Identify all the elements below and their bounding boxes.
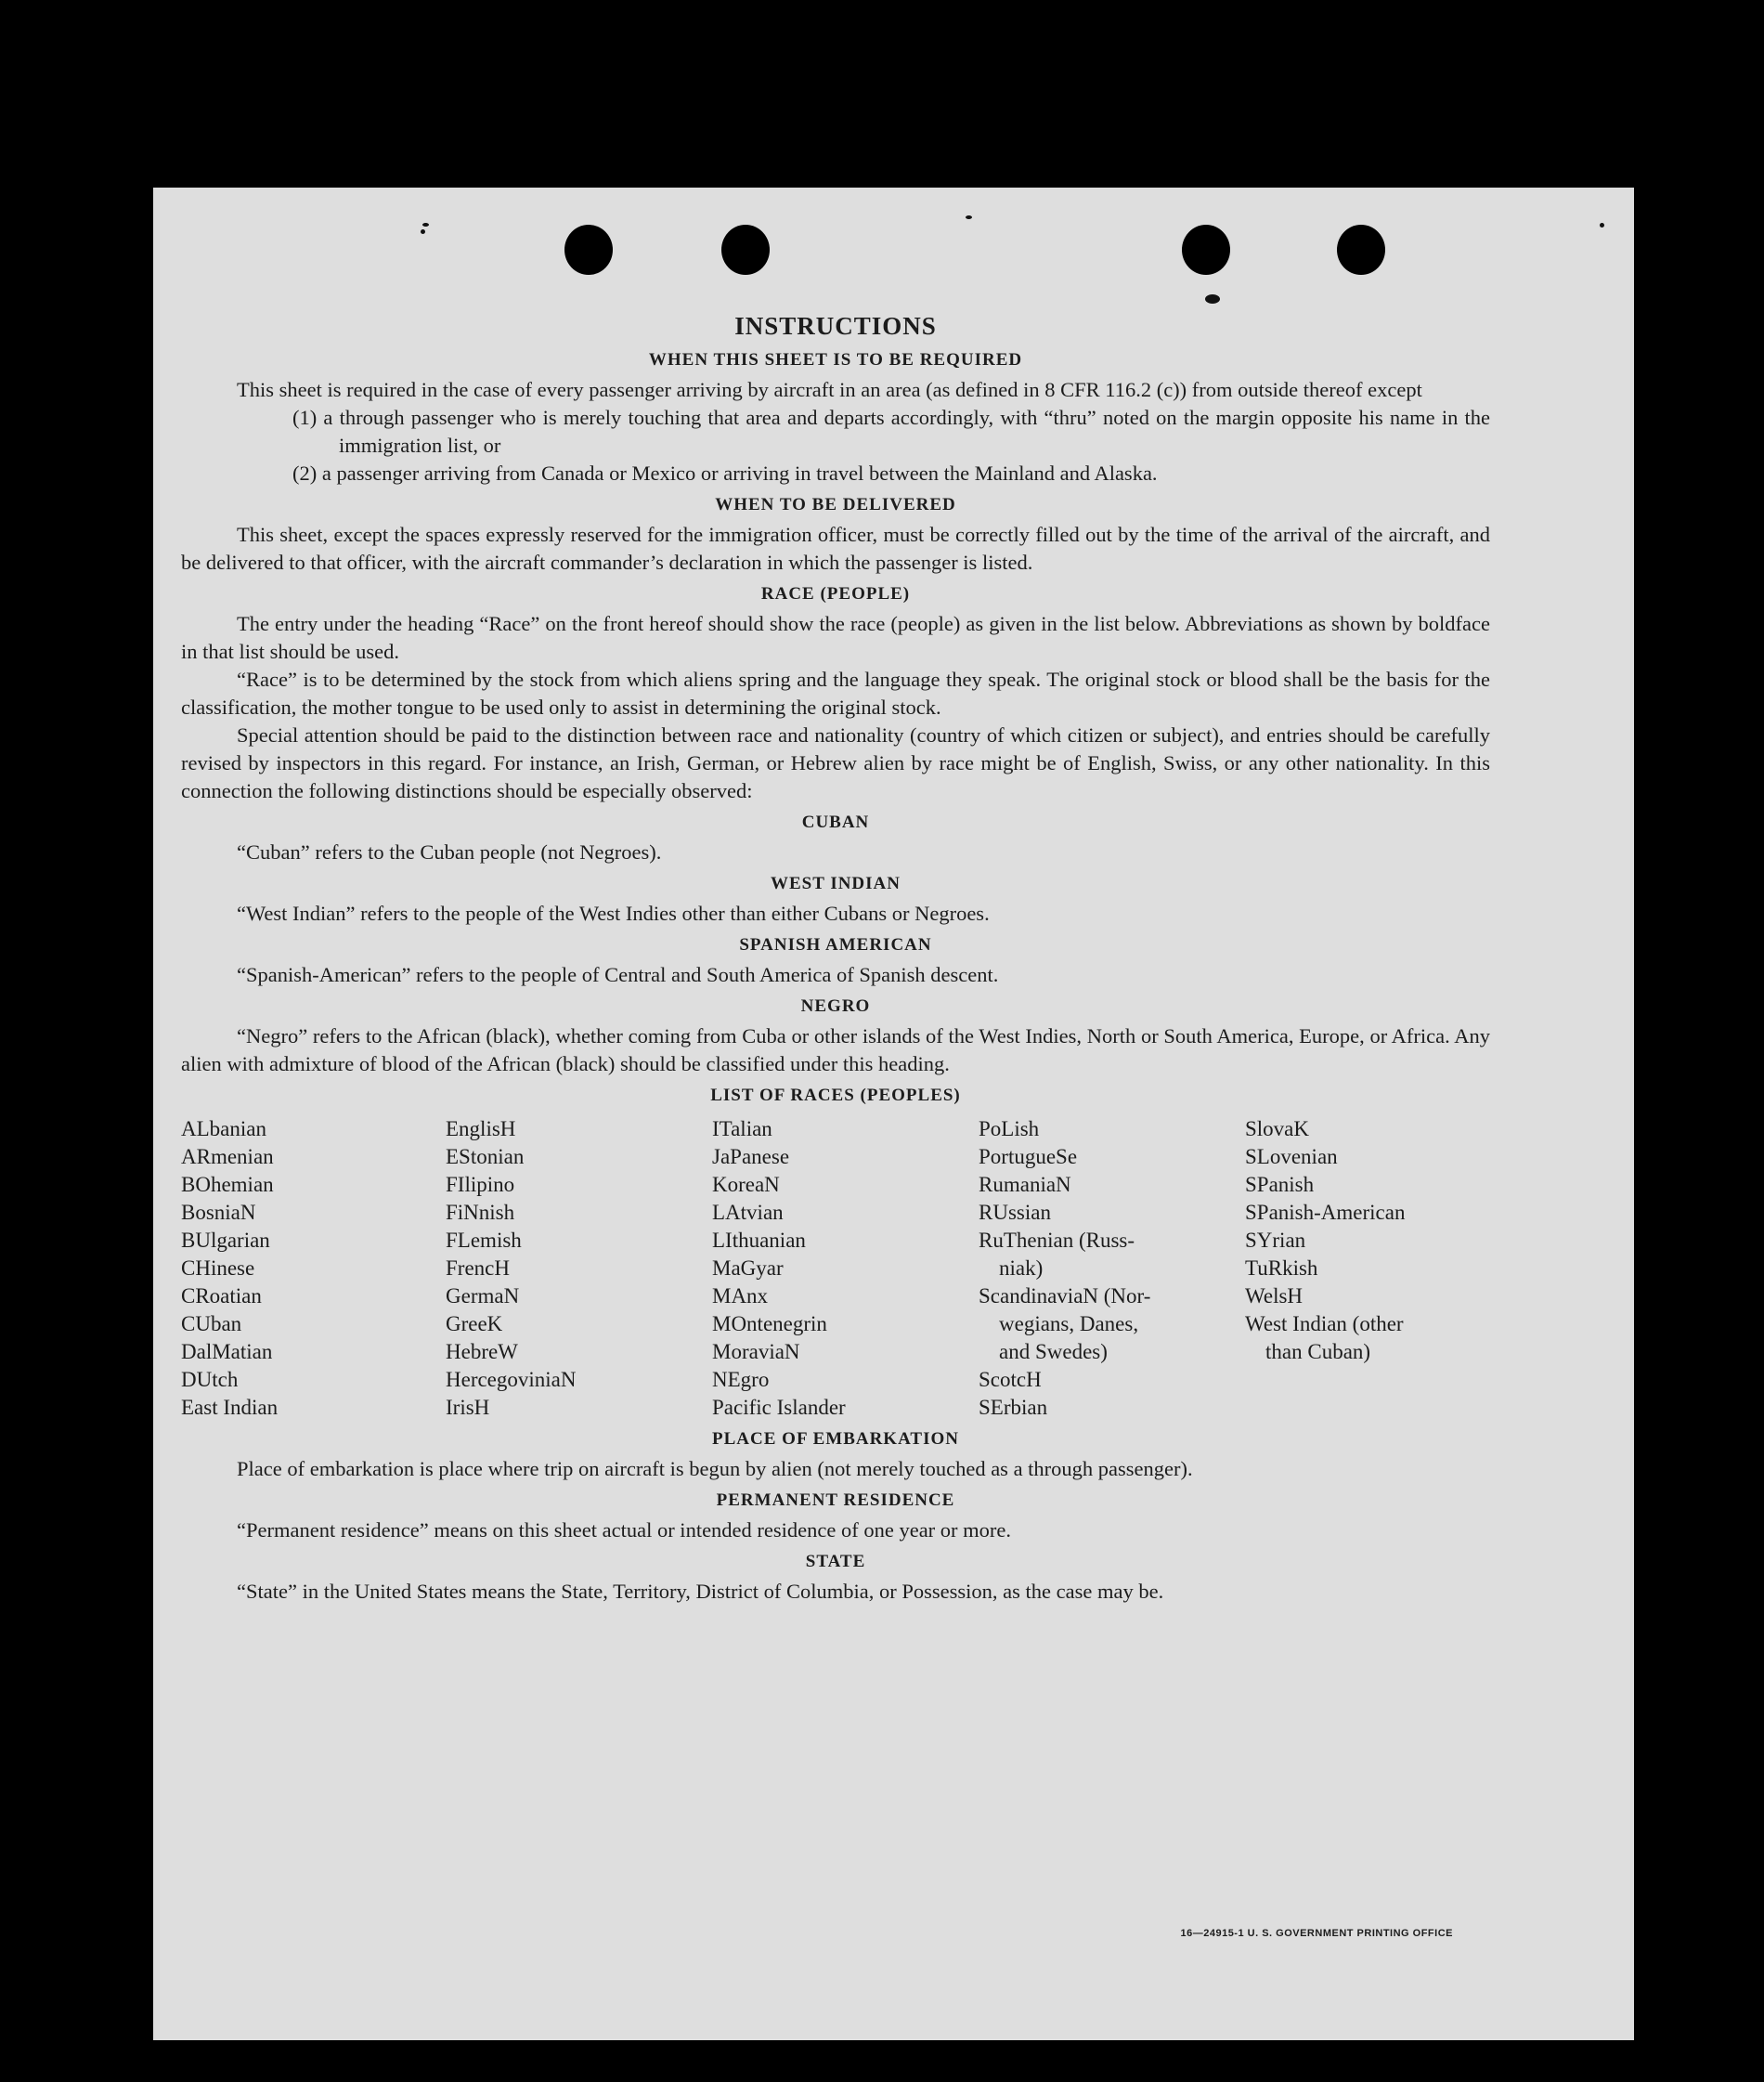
- heading-cuban: CUBAN: [801, 813, 870, 832]
- instruction-sheet: [153, 188, 1634, 2040]
- race-item: EStonian: [446, 1145, 525, 1168]
- race-item: SlovaK: [1245, 1117, 1309, 1140]
- race-item: ScandinaviaN (Nor-: [979, 1284, 1151, 1308]
- race-item: ALbanian: [181, 1117, 266, 1140]
- heading-place-of-embarkation: PLACE OF EMBARKATION: [712, 1429, 959, 1449]
- race-item: TuRkish: [1245, 1256, 1318, 1280]
- race-item: LAtvian: [712, 1201, 784, 1224]
- race-item: FIlipino: [446, 1173, 515, 1196]
- race-item: NEgro: [712, 1368, 770, 1391]
- race-item: JaPanese: [712, 1145, 790, 1168]
- race-paragraph-2: “Race” is to be determined by the stock from which aliens spring and the language they speak. The original stock or blood shall be the basis for the classification, the mother tongue to be used only to assist in determining the original stock.: [181, 668, 1490, 719]
- when-delivered-text: This sheet, except the spaces expressly reserved for the immigration officer, must be correctly filled out by the time of the arrival of the aircraft, and be delivered to that officer, with the aircraft commander’s declaration in which the passenger is listed.: [181, 523, 1490, 574]
- races-list: [181, 1115, 1490, 1422]
- printing-office-imprint: 16—24915-1 U. S. GOVERNMENT PRINTING OFFICE: [1180, 1928, 1453, 1939]
- permanent-residence-text: “Permanent residence” means on this sheet actual or intended residence of one year or more.: [237, 1518, 1012, 1542]
- negro-text: “Negro” refers to the African (black), whether coming from Cuba or other islands of the West Indies, North or South America, Europe, or Africa. Any alien with admixture of blood of the African (black) should be classified under this heading.: [181, 1024, 1490, 1075]
- races-column-5: [1245, 1115, 1486, 1422]
- state-text: “State” in the United States means the State, Territory, District of Columbia, or Possession, as the case may be.: [237, 1580, 1164, 1603]
- race-item: ScotcH: [979, 1368, 1042, 1391]
- speck: [966, 215, 972, 219]
- race-item: Pacific Islander: [712, 1396, 846, 1419]
- race-item: FLemish: [446, 1229, 522, 1252]
- races-column-2: [446, 1115, 712, 1422]
- race-item: GermaN: [446, 1284, 520, 1308]
- race-item-continued: niak): [999, 1256, 1044, 1280]
- race-item: SPanish-American: [1245, 1201, 1406, 1224]
- race-item: DUtch: [181, 1368, 239, 1391]
- speck: [1205, 294, 1220, 304]
- races-column-3: [712, 1115, 979, 1422]
- race-item: GreeK: [446, 1312, 503, 1335]
- race-item: CHinese: [181, 1256, 255, 1280]
- speck: [422, 223, 429, 227]
- heading-west-indian: WEST INDIAN: [771, 874, 901, 893]
- punch-hole: [721, 225, 770, 275]
- heading-race: RACE (PEOPLE): [760, 584, 911, 604]
- race-item: EnglisH: [446, 1117, 516, 1140]
- heading-list-of-races: LIST OF RACES (PEOPLES): [710, 1086, 961, 1105]
- race-item: West Indian (other: [1245, 1312, 1404, 1335]
- race-item: MAnx: [712, 1284, 769, 1308]
- west-indian-text: “West Indian” refers to the people of the West Indies other than either Cubans or Negroes.: [237, 902, 990, 925]
- race-item: MOntenegrin: [712, 1312, 827, 1335]
- race-item: LIthuanian: [712, 1229, 806, 1252]
- race-item: SPanish: [1245, 1173, 1315, 1196]
- race-item: ARmenian: [181, 1145, 274, 1168]
- race-item: MoraviaN: [712, 1340, 800, 1363]
- race-item-continued: and Swedes): [999, 1340, 1108, 1363]
- race-item: RuThenian (Russ-: [979, 1229, 1135, 1252]
- when-required-item-2: (2) a passenger arriving from Canada or Mexico or arriving in travel between the Mainland and Alaska.: [292, 462, 1158, 485]
- race-item-continued: than Cuban): [1265, 1340, 1371, 1363]
- race-item: HebreW: [446, 1340, 518, 1363]
- race-item: East Indian: [181, 1396, 279, 1419]
- heading-spanish-american: SPANISH AMERICAN: [739, 935, 932, 955]
- race-item: KoreaN: [712, 1173, 780, 1196]
- cuban-text: “Cuban” refers to the Cuban people (not Negroes).: [237, 840, 662, 864]
- punch-hole: [1337, 225, 1385, 275]
- races-column-1: [181, 1115, 446, 1422]
- races-column-4: [979, 1115, 1245, 1422]
- heading-permanent-residence: PERMANENT RESIDENCE: [716, 1490, 955, 1510]
- race-item: BosniaN: [181, 1201, 256, 1224]
- race-item: IrisH: [446, 1396, 490, 1419]
- place-of-embarkation-text: Place of embarkation is place where trip on aircraft is begun by alien (not merely touched as a through passenger).: [237, 1457, 1193, 1480]
- race-item: PoLish: [979, 1117, 1040, 1140]
- when-required-item-1: (1) a through passenger who is merely touching that area and departs accordingly, with “thru” noted on the margin opposite his name in the immigration list, or: [292, 406, 1490, 457]
- speck: [1600, 223, 1604, 228]
- punch-hole: [1182, 225, 1230, 275]
- race-item: WelsH: [1245, 1284, 1304, 1308]
- spanish-american-text: “Spanish-American” refers to the people of Central and South America of Spanish descent.: [237, 963, 999, 986]
- race-item: FrencH: [446, 1256, 510, 1280]
- when-required-intro: This sheet is required in the case of every passenger arriving by aircraft in an area (as defined in 8 CFR 116.2 (c)) from outside thereof except: [237, 378, 1422, 401]
- race-item: ITalian: [712, 1117, 772, 1140]
- race-item: PortugueSe: [979, 1145, 1078, 1168]
- race-item: BUlgarian: [181, 1229, 270, 1252]
- race-item: RUssian: [979, 1201, 1051, 1224]
- instructions-content: [181, 312, 1490, 1606]
- race-item: BOhemian: [181, 1173, 274, 1196]
- heading-state: STATE: [805, 1552, 866, 1571]
- page-title: INSTRUCTIONS: [734, 312, 937, 340]
- race-item: HercegoviniaN: [446, 1368, 577, 1391]
- race-item: DalMatian: [181, 1340, 273, 1363]
- race-item: CRoatian: [181, 1284, 262, 1308]
- race-item: RumaniaN: [979, 1173, 1071, 1196]
- speck: [421, 229, 425, 234]
- race-item: SLovenian: [1245, 1145, 1338, 1168]
- heading-when-delivered: WHEN TO BE DELIVERED: [715, 495, 956, 514]
- race-item: CUban: [181, 1312, 242, 1335]
- heading-negro: NEGRO: [800, 996, 871, 1016]
- race-item: SErbian: [979, 1396, 1048, 1419]
- race-paragraph-3: Special attention should be paid to the distinction between race and nationality (country of which citizen or subject), and entries should be carefully revised by inspectors in this regard. For instance, an Irish, German, or Hebrew alien by race might be of English, Swiss, or any other nationality. In this connection the following distinctions should be especially observed:: [181, 723, 1490, 802]
- race-item: FiNnish: [446, 1201, 515, 1224]
- race-item: MaGyar: [712, 1256, 784, 1280]
- race-item-continued: wegians, Danes,: [999, 1312, 1139, 1335]
- heading-when-required: WHEN THIS SHEET IS TO BE REQUIRED: [648, 350, 1023, 370]
- punch-hole: [564, 225, 613, 275]
- race-paragraph-1: The entry under the heading “Race” on the front hereof should show the race (people) as given in the list below. Abbreviations as shown by boldface in that list should be used.: [181, 612, 1490, 663]
- race-item: SYrian: [1245, 1229, 1306, 1252]
